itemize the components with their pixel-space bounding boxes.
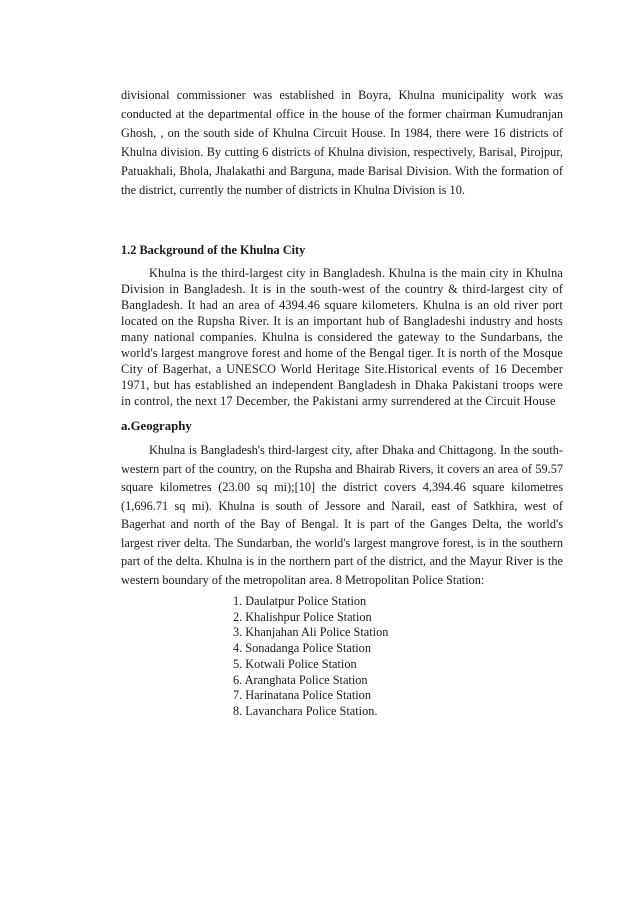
list-item: 3. Khanjahan Ali Police Station [233, 625, 389, 640]
list-item: 1. Daulatpur Police Station [233, 594, 367, 608]
section-heading-geography: a.Geography [121, 419, 192, 433]
section-heading-background: 1.2 Background of the Khulna City [121, 243, 306, 257]
list-item: 8. Lavanchara Police Station. [233, 703, 378, 718]
list-item: 7. Harinatana Police Station [233, 688, 371, 703]
geography-paragraph: Khulna is Bangladesh's third-largest city, after Dhaka and Chittagong. In the south-western part of the country, on the Rupsha and Bhairab Rivers, it covers an area of 59.57 square kilometres (23.00 sq mi);[10] the district covers 4,394.46 square kilometres (1,696.71 sq mi). Khulna is south of Jessore and Narail, east of Satkhira, west of Bagerhat and north of the Bay of Bengal. It is part of the Ganges Delta, the world's largest river delta. The Sundarban, the world's largest mangrove forest, is in the southern part of the delta. Khulna is in the northern part of the district, and the Mayur River is the western boundary of the metropolitan area. 8 Metropolitan Police Station: [121, 443, 563, 587]
list-item: 5. Kotwali Police Station [233, 656, 357, 671]
background-paragraph: Khulna is the third-largest city in Bangladesh. Khulna is the main city in Khulna Division in Bangladesh. It is in the south-west of the country & third-largest city of Bangladesh. It had an area of 4394.46 square kilometers. Khulna is an old river port located on the Rupsha River. It is an important hub of Bangladeshi industry and hosts many national companies. Khulna is considered the gateway to the Sundarbans, the world's largest mangrove forest and home of the Bengal tiger. It is north of the Mosque City of Bagerhat, a UNESCO World Heritage Site.Historical events of 16 December 1971, but has established an independent Bangladesh in Dhaka Pakistani troops were in control, the next 17 December, the Pakistani army surrendered at the Circuit House [121, 266, 563, 408]
list-item: 2. Khalishpur Police Station [233, 609, 372, 624]
intro-paragraph: divisional commissioner was established in Boyra, Khulna municipality work was conducted at the departmental office in the house of the former chairman Kumudranjan Ghosh, , on the south side of Khulna Circuit House. In 1984, there were 16 districts of Khulna division. By cutting 6 districts of Khulna division, respectively, Barisal, Pirojpur, Patuakhali, Bhola, Jhalakathi and Barguna, made Barisal Division. With the formation of the district, currently the number of districts in Khulna Division is 10. [121, 88, 563, 197]
police-station-list [121, 594, 563, 720]
list-item: 4. Sonadanga Police Station [233, 641, 371, 656]
document-page [121, 86, 563, 720]
list-item: 6. Aranghata Police Station [233, 672, 368, 687]
